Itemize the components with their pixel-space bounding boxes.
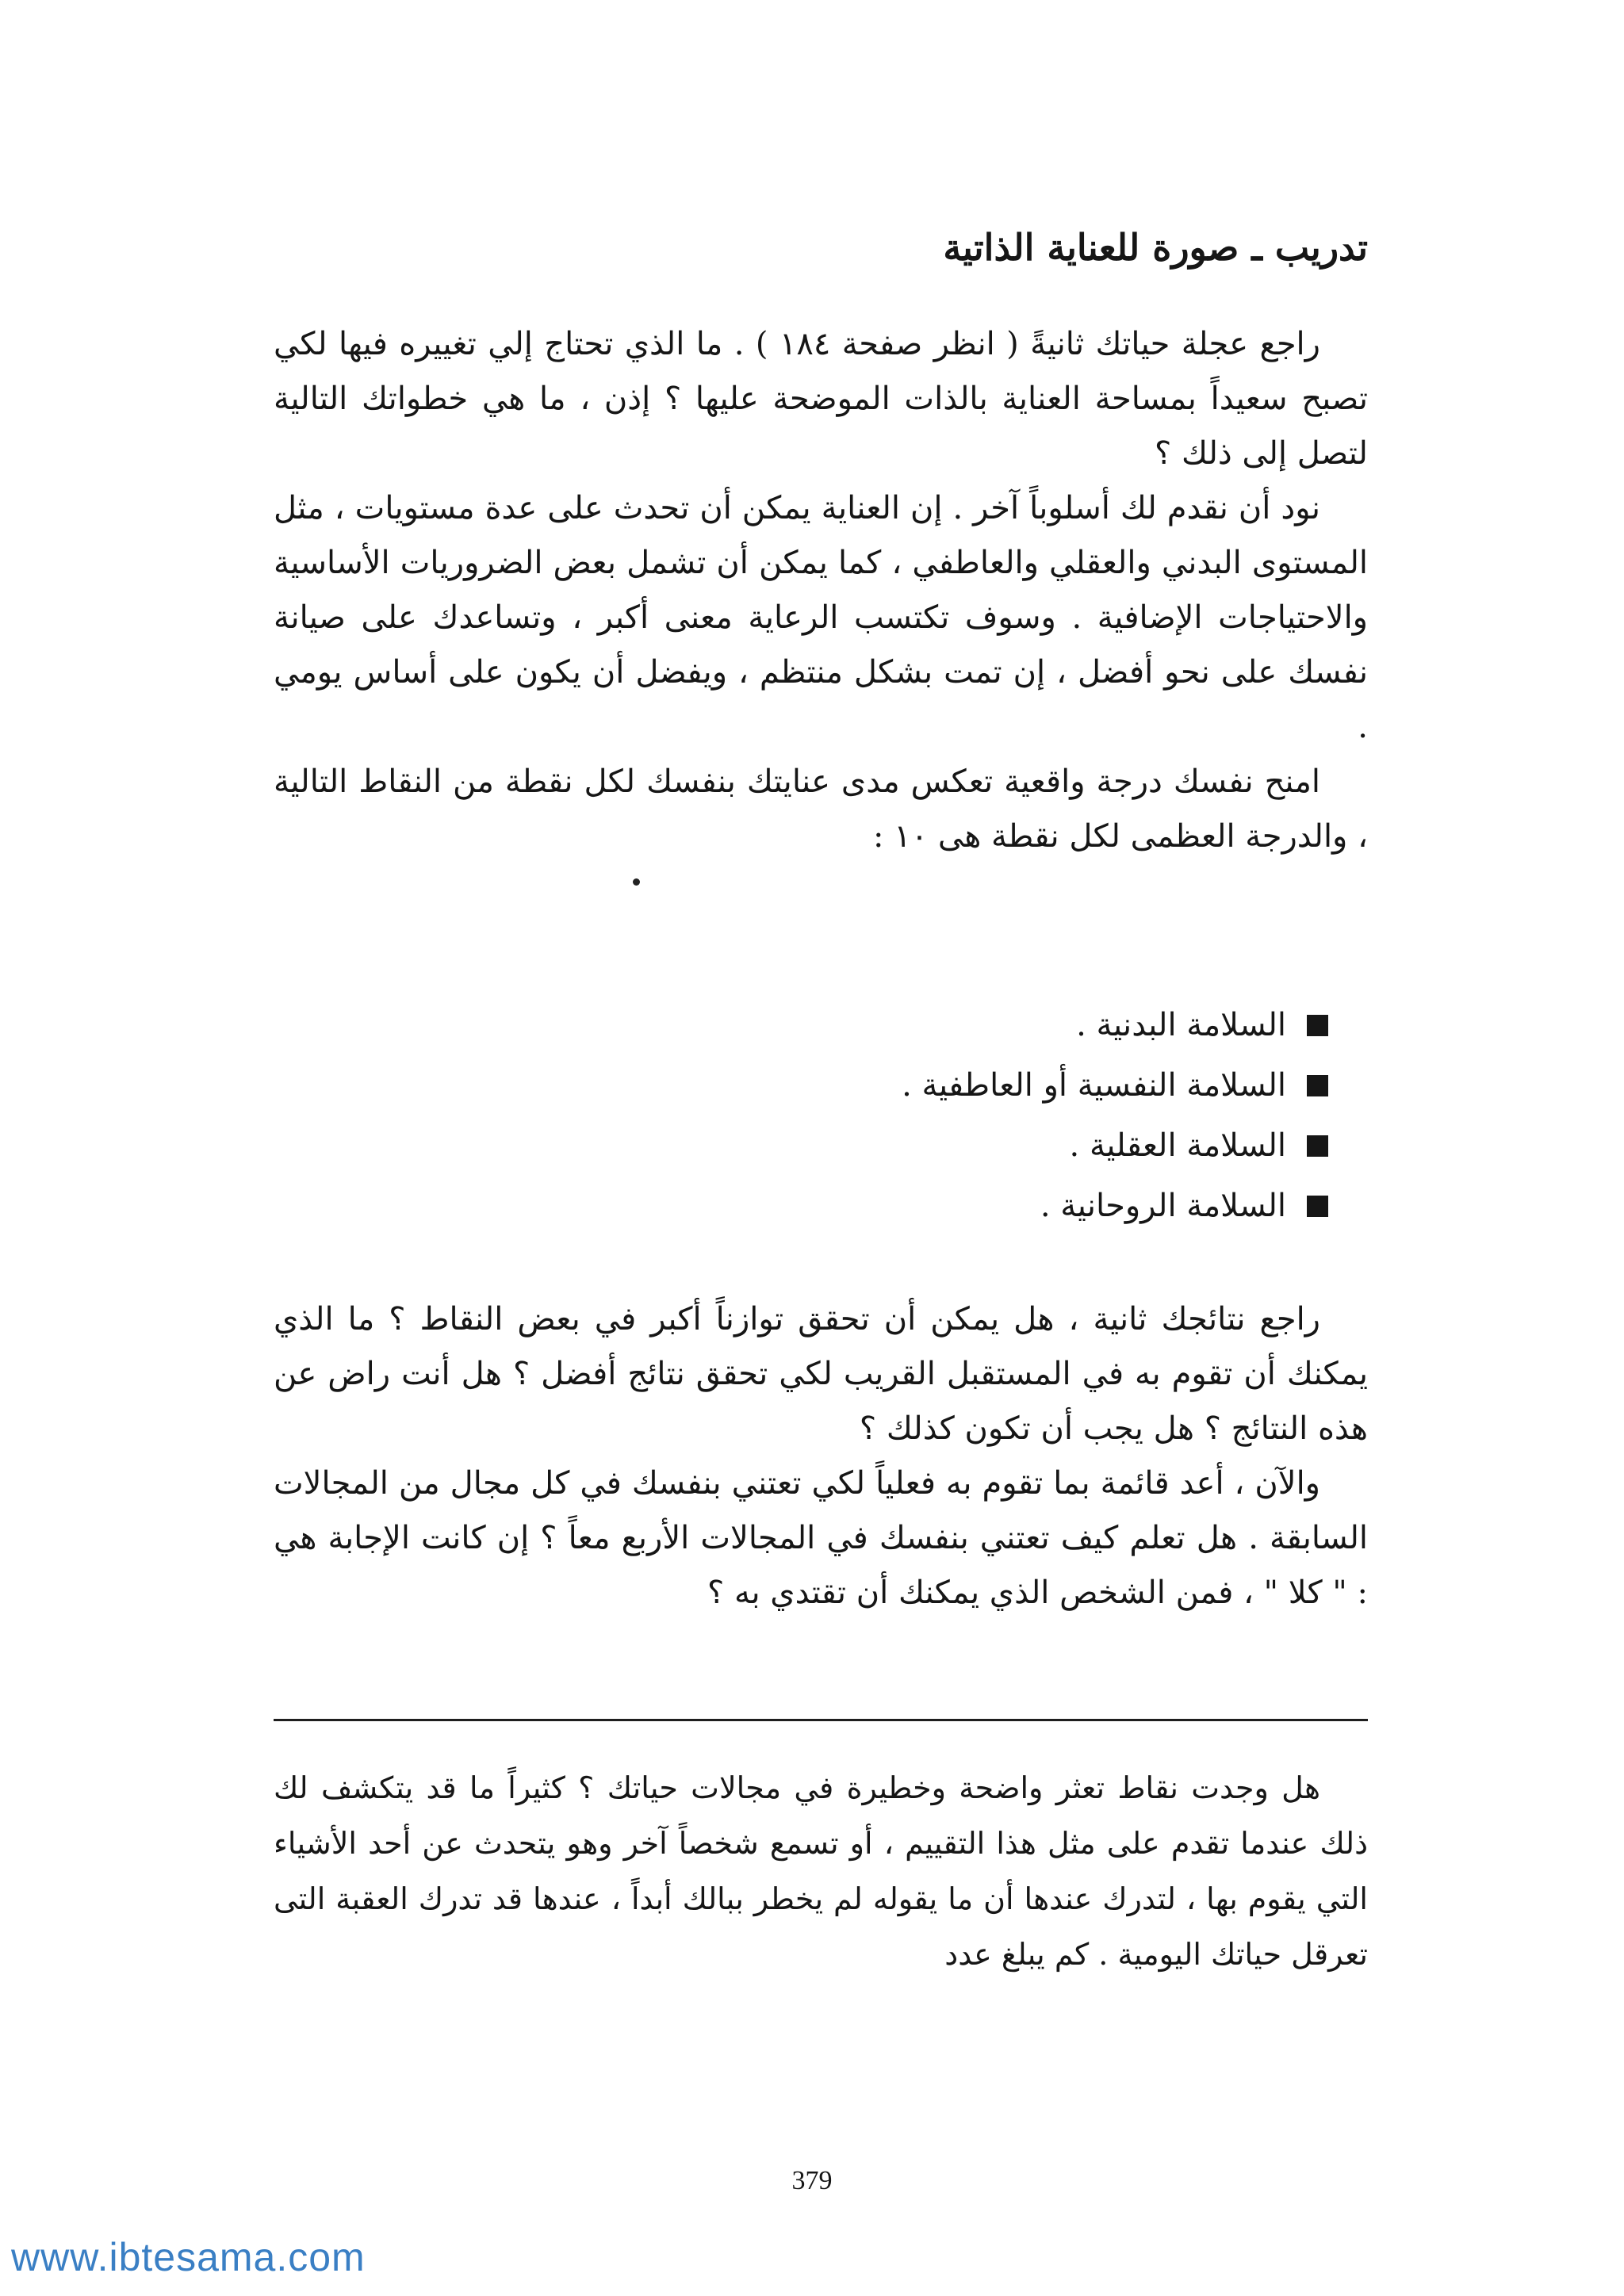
square-bullet-icon [1307, 1075, 1328, 1096]
review-section [274, 1292, 1368, 1621]
paragraph: والآن ، أعد قائمة بما تقوم به فعلياً لكي تعتني بنفسك في كل مجال من المجالات السابقة . هل تعلم كيف تعتني بنفسك في المجالات الأربع معاً ؟ إن كانت الإجابة هي : " كلا " ، فمن الشخص الذي يمكنك أن تقتدي به ؟ [274, 1465, 1368, 1611]
footnote-divider [274, 1719, 1368, 1721]
page-number: 379 [791, 2166, 833, 2195]
paragraph: راجع عجلة حياتك ثانيةً ( انظر صفحة ١٨٤ ) . ما الذي تحتاج إلي تغييره فيها لكي تصبح سعيداً بمساحة العناية بالذات الموضحة عليها ؟ إذن ، ما هي خطواتك التالية لتصل إلى ذلك ؟ [274, 326, 1368, 472]
footnote-text: هل وجدت نقاط تعثر واضحة وخطيرة في مجالات حياتك ؟ كثيراً ما قد يتكشف لك ذلك عندما تقدم على مثل هذا التقييم ، أو تسمع شخصاً آخر وهو يتحدث عن أحد الأشياء التي يقوم بها ، لتدرك عندها أن ما يقوله لم يخطر ببالك أبداً ، عندها قد تدرك العقبة التى تعرقل حياتك اليومية . كم يبلغ عدد [274, 1770, 1368, 1972]
paragraph: راجع نتائجك ثانية ، هل يمكن أن تحقق توازناً أكبر في بعض النقاط ؟ ما الذي يمكنك أن تقوم به في المستقبل القريب لكي تحقق نتائج أفضل ؟ هل أنت راض عن هذه النتائج ؟ هل يجب أن تكون كذلك ؟ [274, 1301, 1368, 1447]
list-item-label: السلامة الروحانية . [1040, 1188, 1286, 1224]
list-item [274, 1055, 1328, 1115]
paragraph: امنح نفسك درجة واقعية تعكس مدى عنايتك بنفسك لكل نقطة من النقاط التالية ، والدرجة العظمى لكل نقطة هى ١٠ : [274, 763, 1368, 855]
intro-section [274, 317, 1368, 864]
list-item [274, 995, 1328, 1055]
list-item [274, 1115, 1328, 1176]
watermark-link[interactable]: www.ibtesama.com [11, 2235, 366, 2279]
list-item [274, 1176, 1328, 1236]
list-item-label: السلامة البدنية . [1076, 1007, 1286, 1043]
square-bullet-icon [1307, 1196, 1328, 1217]
square-bullet-icon [1307, 1135, 1328, 1157]
wellbeing-list [274, 995, 1328, 1236]
square-bullet-icon [1307, 1015, 1328, 1036]
list-item-label: السلامة العقلية . [1069, 1127, 1286, 1164]
print-speck [633, 878, 640, 886]
paragraph: نود أن نقدم لك أسلوباً آخر . إن العناية يمكن أن تحدث على عدة مستويات ، مثل المستوى البدني والعقلي والعاطفي ، كما يمكن أن تشمل بعض الضروريات الأساسية والاحتياجات الإضافية . وسوف تكتسب الرعاية معنى أكبر ، وتساعدك على صيانة نفسك على نحو أفضل ، إن تمت بشكل منتظم ، ويفضل أن يكون على أساس يومي . [274, 490, 1368, 745]
exercise-title: تدريب ـ صورة للعناية الذاتية [943, 226, 1368, 269]
list-item-label: السلامة النفسية أو العاطفية . [902, 1067, 1286, 1104]
